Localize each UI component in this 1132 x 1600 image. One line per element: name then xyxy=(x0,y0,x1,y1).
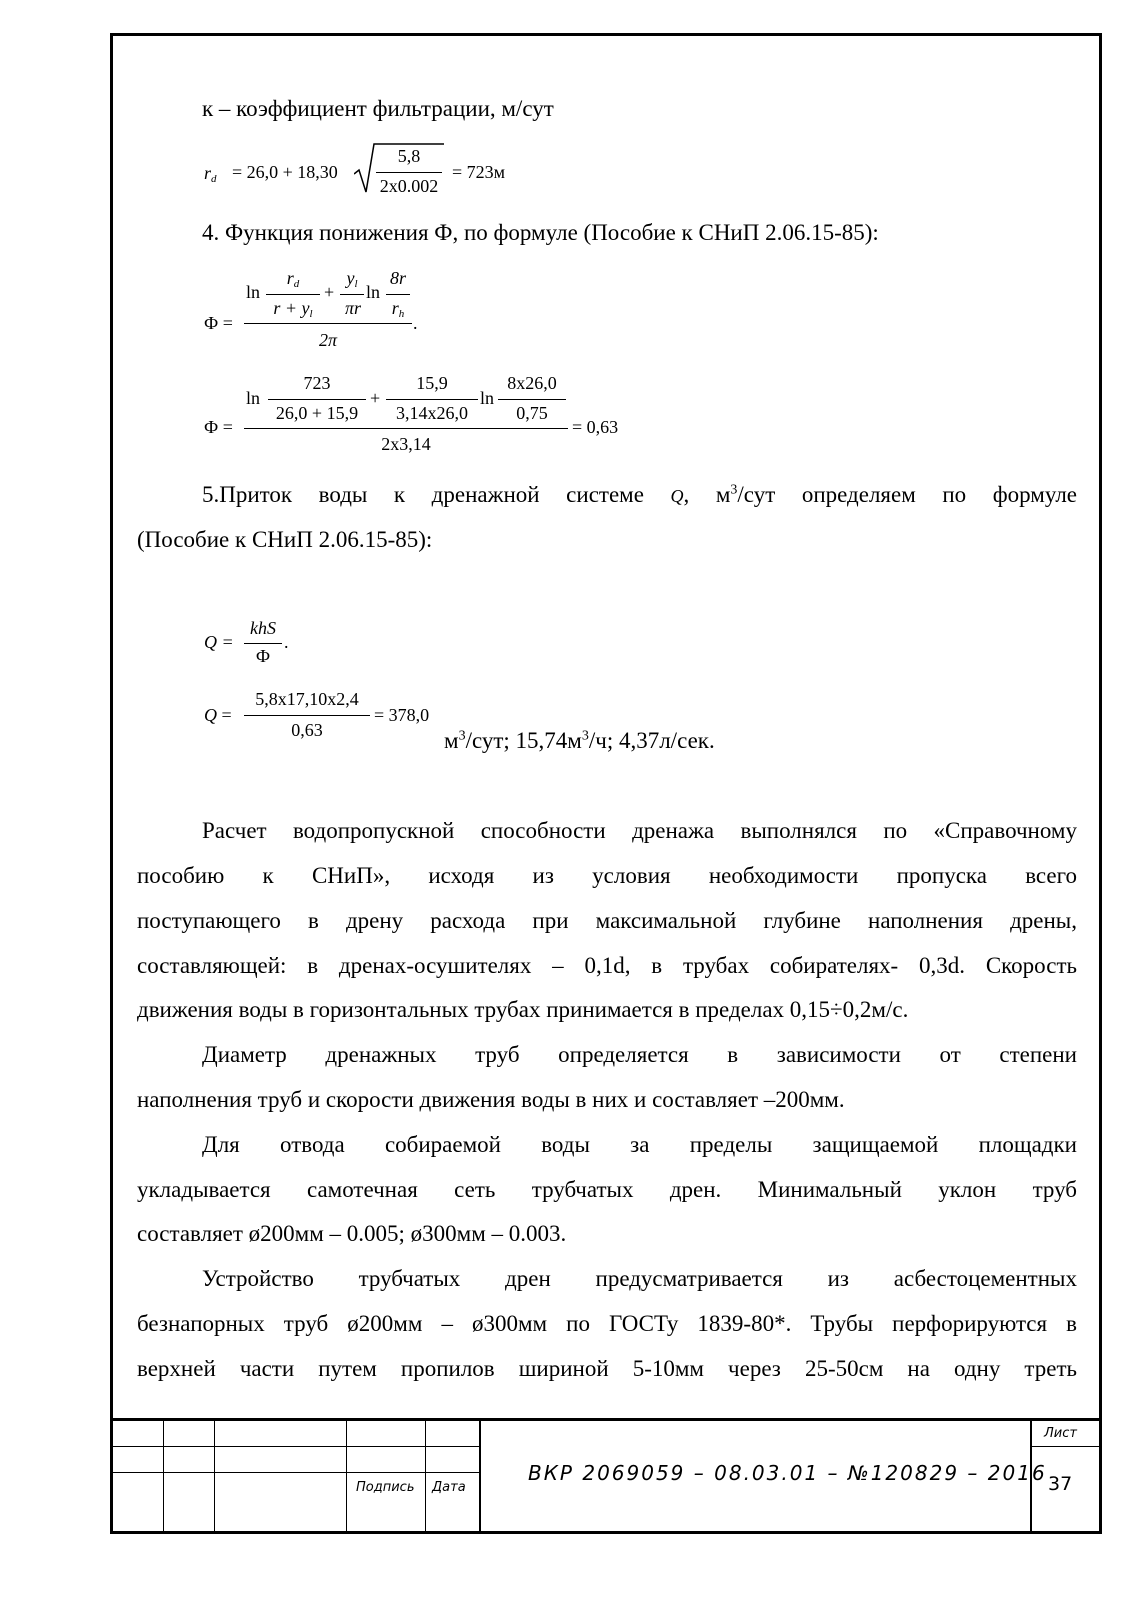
q-units: $м^3$/сут; $15,74м^3/ч$; 4,37л/сек. xyxy=(444,728,715,753)
text-line-inflow: 5.Приток воды к дренажной системе Q, $м^3$/сут определяем по формуле xyxy=(202,482,1078,507)
sheet-label: Лист xyxy=(1044,1426,1077,1441)
text-line-k: к – коэффициент фильтрации, м/сут xyxy=(202,96,554,121)
date-label: Дата xyxy=(432,1480,466,1495)
document-code: ВКР 2069059 – 08.03.01 – №120829 – 2016 xyxy=(528,1461,1047,1485)
sheet-number: 37 xyxy=(1048,1473,1073,1495)
text-line-inflow-2: (Пособие к СНиП 2.06.15-85): xyxy=(137,527,433,552)
text-line-phi-title: 4. Функция понижения Ф, по формуле (Пособие к СНиП 2.06.15-85): xyxy=(202,220,879,245)
signature-label: Подпись xyxy=(356,1480,415,1495)
page-frame xyxy=(110,33,1102,1534)
